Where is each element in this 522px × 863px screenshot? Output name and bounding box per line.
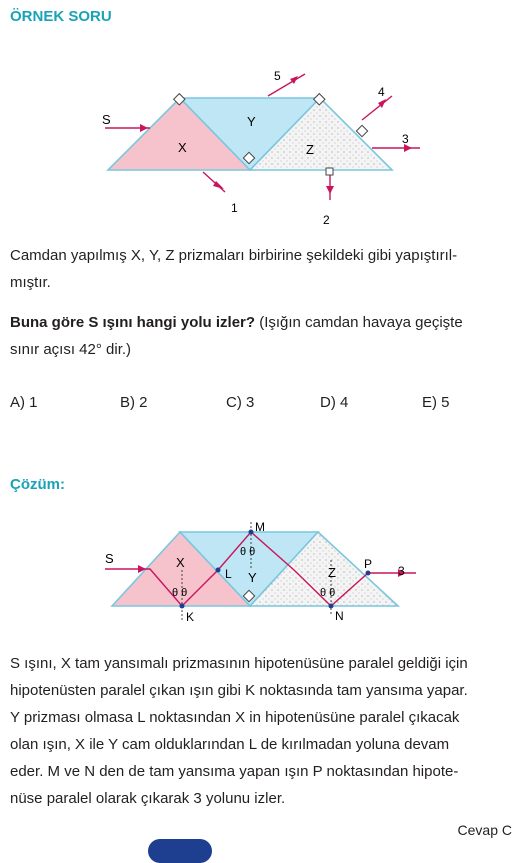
point-label-m: M — [255, 520, 265, 534]
solution-line-5: eder. M ve N den de tam yansıma yapan ışın P noktasından hipote- — [10, 763, 459, 780]
option-a[interactable]: A) 1 — [10, 394, 38, 411]
angle-label-m: θ θ — [240, 546, 256, 558]
path-label-5: 5 — [274, 69, 281, 83]
prism-label-y: Y — [247, 114, 256, 129]
question-rest: (Işığın camdan havaya geçişte — [255, 314, 463, 331]
prism-label-z2: Z — [328, 565, 336, 580]
ray-label-s2: S — [105, 551, 114, 566]
solution-line-2: hipotenüsten paralel çıkan ışın gibi K noktasında tam yansıma yapar. — [10, 682, 468, 699]
solution-line-6: nüse paralel olarak çıkarak 3 yolunu izler. — [10, 790, 286, 807]
answer-label: Cevap C — [457, 822, 512, 838]
prism-label-z: Z — [306, 142, 314, 157]
path-label-3: 3 — [402, 132, 409, 146]
prism-label-x: X — [178, 140, 187, 155]
option-b[interactable]: B) 2 — [120, 394, 148, 411]
question-bold: Buna göre S ışını hangi yolu izler? — [10, 314, 256, 331]
solution-line-3: Y prizması olmasa L noktasından X in hipotenüsüne paralel çıkacak — [10, 709, 460, 726]
page-badge — [148, 839, 212, 863]
solution-line-1: S ışını, X tam yansımalı prizmasının hipotenüsüne paralel geldiği için — [10, 655, 468, 672]
path-label-1: 1 — [231, 201, 238, 215]
question-line-4: sınır açısı 42° dir.) — [10, 341, 132, 358]
question-line-2: mıştır. — [10, 274, 51, 291]
prism-diagram-question — [0, 60, 522, 230]
prism-label-x2: X — [176, 555, 185, 570]
prism-diagram-solution — [0, 515, 522, 630]
prism-label-y2: Y — [248, 570, 257, 585]
point-label-l: L — [225, 567, 232, 581]
question-prompt — [10, 309, 520, 363]
point-label-n: N — [335, 609, 344, 623]
example-heading: ÖRNEK SORU — [10, 8, 112, 25]
angle-label-n: θ θ — [320, 587, 336, 599]
question-text — [10, 242, 515, 296]
angle-label-k: θ θ — [172, 587, 188, 599]
point-label-p: P — [364, 557, 373, 571]
question-line-1: Camdan yapılmış X, Y, Z prizmaları birbirine şekildeki gibi yapıştırıl- — [10, 247, 458, 264]
solution-heading: Çözüm: — [10, 476, 65, 493]
option-d[interactable]: D) 4 — [320, 394, 349, 411]
solution-text — [10, 650, 515, 812]
option-e[interactable]: E) 5 — [422, 394, 450, 411]
option-c[interactable]: C) 3 — [226, 394, 255, 411]
path-label-4: 4 — [378, 85, 385, 99]
path-label-2: 2 — [323, 213, 330, 227]
ray-label-s: S — [102, 112, 111, 127]
solution-line-4: olan ışın, X ile Y cam olduklarından L de kırılmadan yoluna devam — [10, 736, 450, 753]
path-label-3b: 3 — [398, 564, 405, 578]
point-label-k: K — [186, 610, 195, 624]
